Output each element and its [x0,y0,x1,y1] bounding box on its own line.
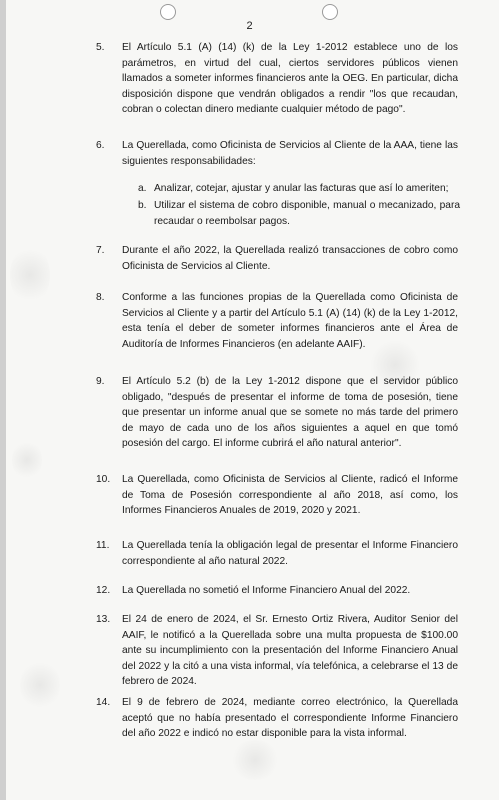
punch-hole-right [322,4,338,20]
item-text: La Querellada, como Oficinista de Servicios al Cliente de la AAA, tiene las siguientes responsabilidades: [122,140,458,167]
item-text: El 9 de febrero de 2024, mediante correo electrónico, la Querellada aceptó que no había presentado el correspondiente Informe Financiero del año 2022 e indicó no estar disponible para la vista informal. [122,697,458,739]
item-text: La Querellada no sometió el Informe Financiero Anual del 2022. [122,585,411,596]
scan-stain [10,245,50,305]
item-text: El Artículo 5.2 (b) de la Ley 1-2012 dispone que el servidor público obligado, "después de presentar el informe de toma de posesión, tiene que presentar un informe anual que se somete no más tarde del primero de mayo de cada uno de los años siguientes a aquel en que tomó posesión del cargo. El informe cubrirá el año natural anterior". [122,376,458,449]
sub-item-text: Analizar, cotejar, ajustar y anular las facturas que así lo ameriten; [154,183,449,194]
item-number: 7. [96,245,105,256]
item-text: La Querellada, como Oficinista de Servicios al Cliente, radicó el Informe de Toma de Posesión correspondiente al año 2018, así como, los Informes Financieros Anuales de 2019, 2020 y 2021. [122,474,458,516]
sub-item-letter: a. [138,183,147,194]
page-number: 2 [246,20,253,32]
item-number: 14. [96,697,111,708]
item-number: 10. [96,474,111,485]
item-text: El Artículo 5.1 (A) (14) (k) de la Ley 1-2012 establece uno de los parámetros, en virtud del cual, ciertos servidores públicos vienen llamados a someter informes financieros ante la OEG. En particular, dicha disposición dispone que vendrán obligados a rendir "los que recaudan, cobran o colectan dinero mediante cualquier método de pago". [122,42,458,115]
item-number: 12. [96,585,111,596]
scan-stain [20,660,60,710]
sub-item-text: Utilizar el sistema de cobro disponible, manual o mecanizado, para recaudar o reembolsar pagos. [154,200,460,227]
item-text: Durante el año 2022, la Querellada realizó transacciones de cobro como Oficinista de Servicios al Cliente. [122,245,458,272]
punch-hole-left [160,4,176,20]
item-number: 11. [96,540,110,551]
sub-item-letter: b. [138,200,147,211]
item-text: El 24 de enero de 2024, el Sr. Ernesto Ortiz Rivera, Auditor Senior del AAIF, le notificó a la Querellada sobre una multa propuesta de $100.00 ante su incumplimiento con la presentación del Informe Financiero Anual del 2022 y la citó a una vista informal, vía telefónica, a celebrarse el 13 de febrero de 2024. [122,614,458,687]
scan-edge [0,0,6,800]
item-number: 6. [96,140,105,151]
item-number: 13. [96,614,111,625]
scan-stain [230,740,280,780]
item-number: 9. [96,376,105,387]
item-number: 8. [96,292,105,303]
item-number: 5. [96,42,105,53]
scan-stain [12,440,42,480]
item-text: Conforme a las funciones propias de la Querellada como Oficinista de Servicios al Cliente y a partir del Artículo 5.1 (A) (14) (k) de la Ley 1-2012, esta tenía el deber de someter informes financieros ante el Área de Auditoría de Informes Financieros (en adelante AAIF). [122,292,458,350]
item-text: La Querellada tenía la obligación legal de presentar el Informe Financiero correspondiente al año natural 2022. [122,540,458,567]
